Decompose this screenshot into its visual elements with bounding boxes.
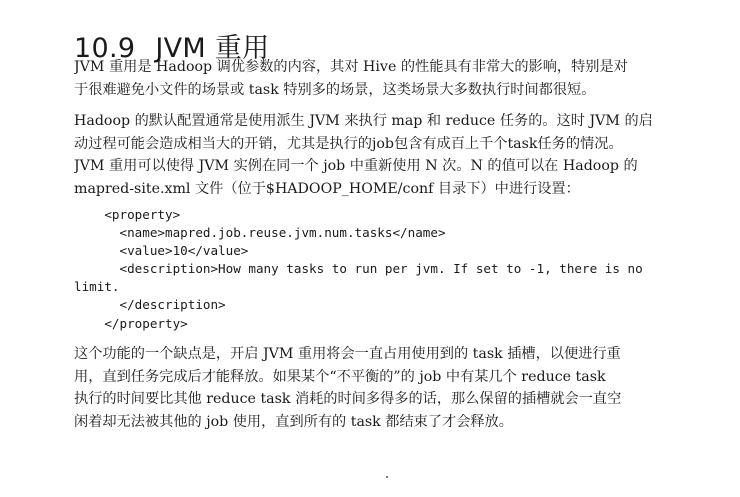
paragraph-intro bbox=[74, 56, 670, 101]
text-line: mapred-site.xml 文件（位于$HADOOP_HOME/conf 目录下）中进行设置： bbox=[74, 180, 580, 197]
text-line: 动过程可能会造成相当大的开销，尤其是执行的job包含有成百上千个task任务的情况。 bbox=[74, 135, 623, 152]
text-line: 这个功能的一个缺点是，开启 JVM 重用将会一直占用使用到的 task 插槽，以便进行重 bbox=[74, 346, 621, 362]
text-line: JVM 重用可以使得 JVM 实例在同一个 job 中重新使用 N 次。N 的值可以在 Hadoop 的 bbox=[74, 158, 638, 174]
scan-speck bbox=[386, 476, 388, 478]
text-line: 闲着却无法被其他的 job 使用，直到所有的 task 都结束了才会释放。 bbox=[74, 413, 513, 430]
section-number: 10.9 bbox=[74, 33, 136, 65]
code-line: <property> bbox=[74, 207, 181, 222]
paragraph-default-config bbox=[74, 110, 670, 200]
code-line: <description>How many tasks to run per jvm. If set to -1, there is no bbox=[74, 261, 643, 277]
section-title: JVM 重用 bbox=[155, 33, 270, 65]
text-line: 执行的时间要比其他 reduce task 消耗的时间多得多的话，那么保留的插槽就会一直空 bbox=[74, 391, 622, 407]
code-line: <value>10</value> bbox=[74, 243, 249, 259]
text-line: JVM 重用是 Hadoop 调优参数的内容，其对 Hive 的性能具有非常大的影响，特别是对 bbox=[74, 59, 628, 75]
code-line: limit. bbox=[74, 279, 120, 295]
text-line: 用，直到任务完成后才能释放。如果某个“不平衡的”的 job 中有某几个 reduce task bbox=[74, 368, 606, 385]
paragraph-drawback bbox=[74, 343, 670, 433]
text-line: Hadoop 的默认配置通常是使用派生 JVM 来执行 map 和 reduce 任务的。这时 JVM 的启 bbox=[74, 113, 653, 129]
code-line: </description> bbox=[74, 297, 226, 313]
code-line: </property> bbox=[74, 315, 188, 331]
code-line: <name>mapred.job.reuse.jvm.num.tasks</name> bbox=[74, 225, 446, 241]
text-line: 于很难避免小文件的场景或 task 特别多的场景，这类场景大多数执行时间都很短。 bbox=[74, 81, 596, 98]
config-code-block bbox=[74, 206, 674, 333]
